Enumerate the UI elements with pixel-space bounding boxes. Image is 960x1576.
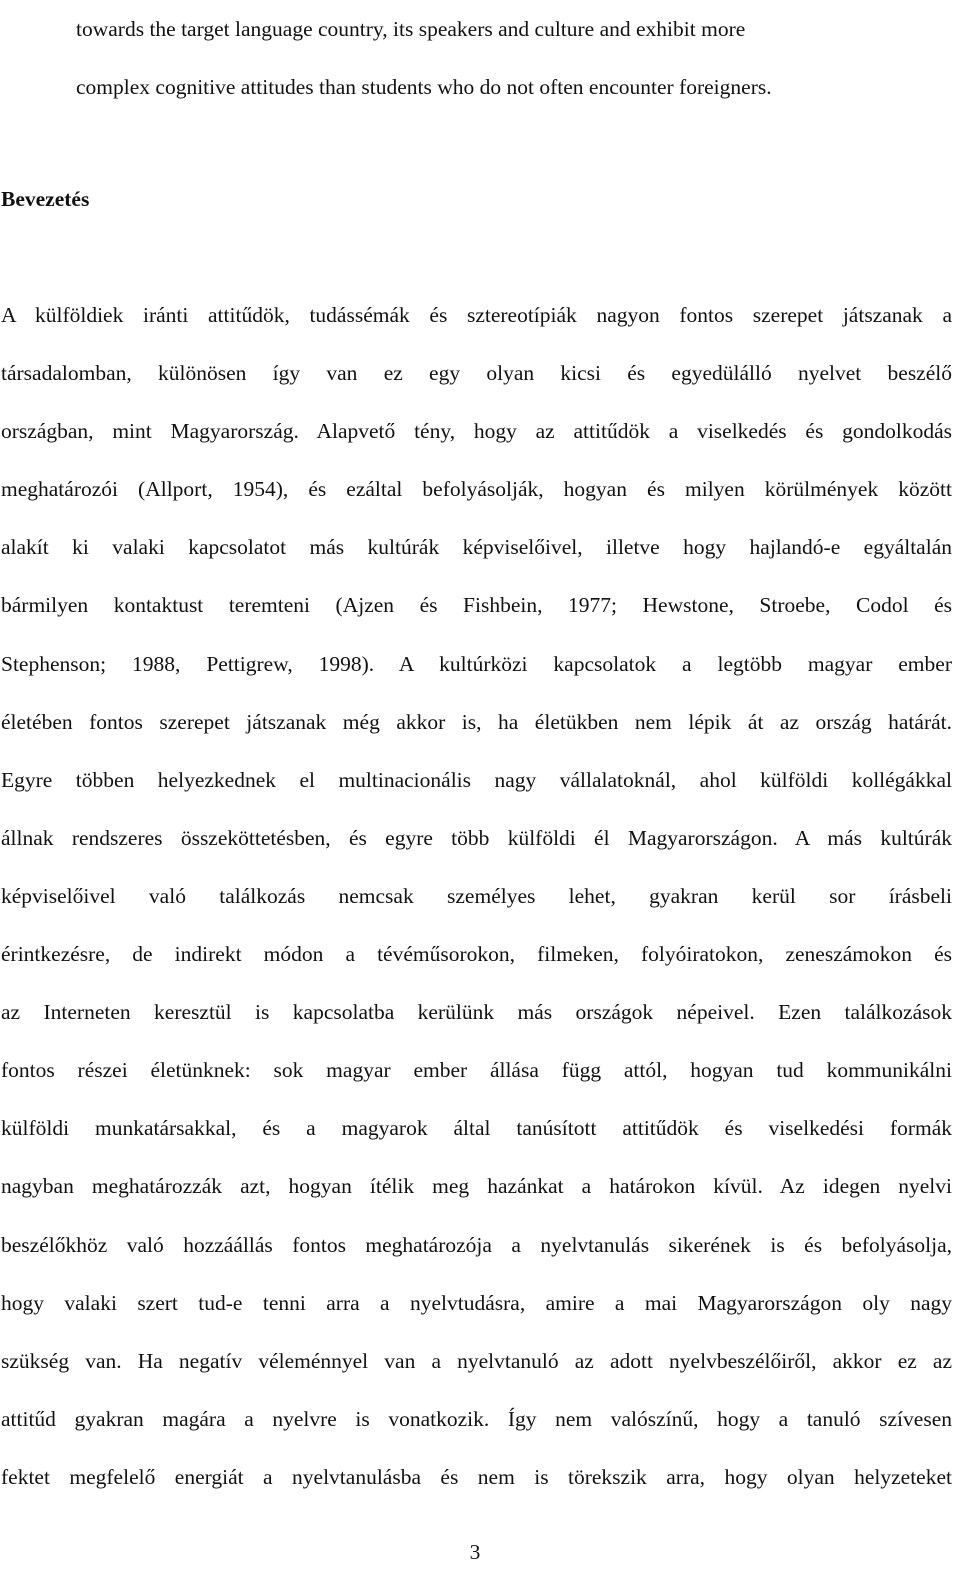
paragraph-line: Egyre többen helyezkednek el multinacionális nagy vállalatoknál, ahol külföldi kollégákkal xyxy=(1,767,952,792)
paragraph-line: nagyban meghatározzák azt, hogyan ítélik meg hazánkat a határokon kívül. Az idegen nyelvi xyxy=(1,1174,952,1199)
body-paragraph xyxy=(1,286,952,1506)
paragraph-line: országban, mint Magyarország. Alapvető tény, hogy az attitűdök a viselkedés és gondolkodás xyxy=(1,419,952,444)
paragraph-line: társadalomban, különösen így van ez egy olyan kicsi és egyedülálló nyelvet beszélő xyxy=(1,361,952,386)
paragraph-line: az Interneten keresztül is kapcsolatba kerülünk más országok népeivel. Ezen találkozások xyxy=(1,1000,952,1025)
paragraph-line: állnak rendszeres összeköttetésben, és egyre több külföldi él Magyarországon. A más kultúrák xyxy=(1,825,952,850)
paragraph-line: bármilyen kontaktust teremteni (Ajzen és Fishbein, 1977; Hewstone, Stroebe, Codol és xyxy=(1,593,952,618)
paragraph-line: fektet megfelelő energiát a nyelvtanulásba és nem is törekszik arra, hogy olyan helyzeteket xyxy=(1,1464,952,1489)
paragraph-line: szükség van. Ha negatív véleménnyel van a nyelvtanuló az adott nyelvbeszélőiről, akkor ez az xyxy=(1,1348,952,1373)
paragraph-line: képviselőivel való találkozás nemcsak személyes lehet, gyakran kerül sor írásbeli xyxy=(1,883,952,908)
page-number: 3 xyxy=(469,1540,481,1564)
paragraph-line: A külföldiek iránti attitűdök, tudássémák és sztereotípiák nagyon fontos szerepet játszanak a xyxy=(1,303,952,327)
paragraph-line: hogy valaki szert tud-e tenni arra a nyelvtudásra, amire a mai Magyarországon oly nagy xyxy=(1,1290,952,1315)
paragraph-line: fontos részei életünknek: sok magyar ember állása függ attól, hogyan tud kommunikálni xyxy=(1,1058,952,1083)
section-heading: Bevezetés xyxy=(1,187,90,211)
paragraph-line: Stephenson; 1988, Pettigrew, 1998). A kultúrközi kapcsolatok a legtöbb magyar ember xyxy=(1,651,952,676)
paragraph-line: alakít ki valaki kapcsolatot más kultúrák képviselőivel, illetve hogy hajlandó-e egyáltalán xyxy=(1,535,952,560)
intro-line: towards the target language country, its speakers and culture and exhibit more xyxy=(76,17,746,41)
intro-line: complex cognitive attitudes than students who do not often encounter foreigners. xyxy=(76,75,772,99)
paragraph-line: beszélőkhöz való hozzáállás fontos meghatározója a nyelvtanulás sikerének is és befolyásolja, xyxy=(1,1232,952,1257)
paragraph-line: meghatározói (Allport, 1954), és ezáltal befolyásolják, hogyan és milyen körülmények között xyxy=(1,477,952,502)
intro-text xyxy=(76,0,936,116)
paragraph-line: attitűd gyakran magára a nyelvre is vonatkozik. Így nem valószínű, hogy a tanuló szívesen xyxy=(1,1406,952,1431)
paragraph-line: külföldi munkatársakkal, és a magyarok által tanúsított attitűdök és viselkedési formák xyxy=(1,1116,952,1141)
paragraph-line: érintkezésre, de indirekt módon a tévéműsorokon, filmeken, folyóiratokon, zeneszámokon és xyxy=(1,942,952,967)
paragraph-line: életében fontos szerepet játszanak még akkor is, ha életükben nem lépik át az ország határát. xyxy=(1,709,952,734)
